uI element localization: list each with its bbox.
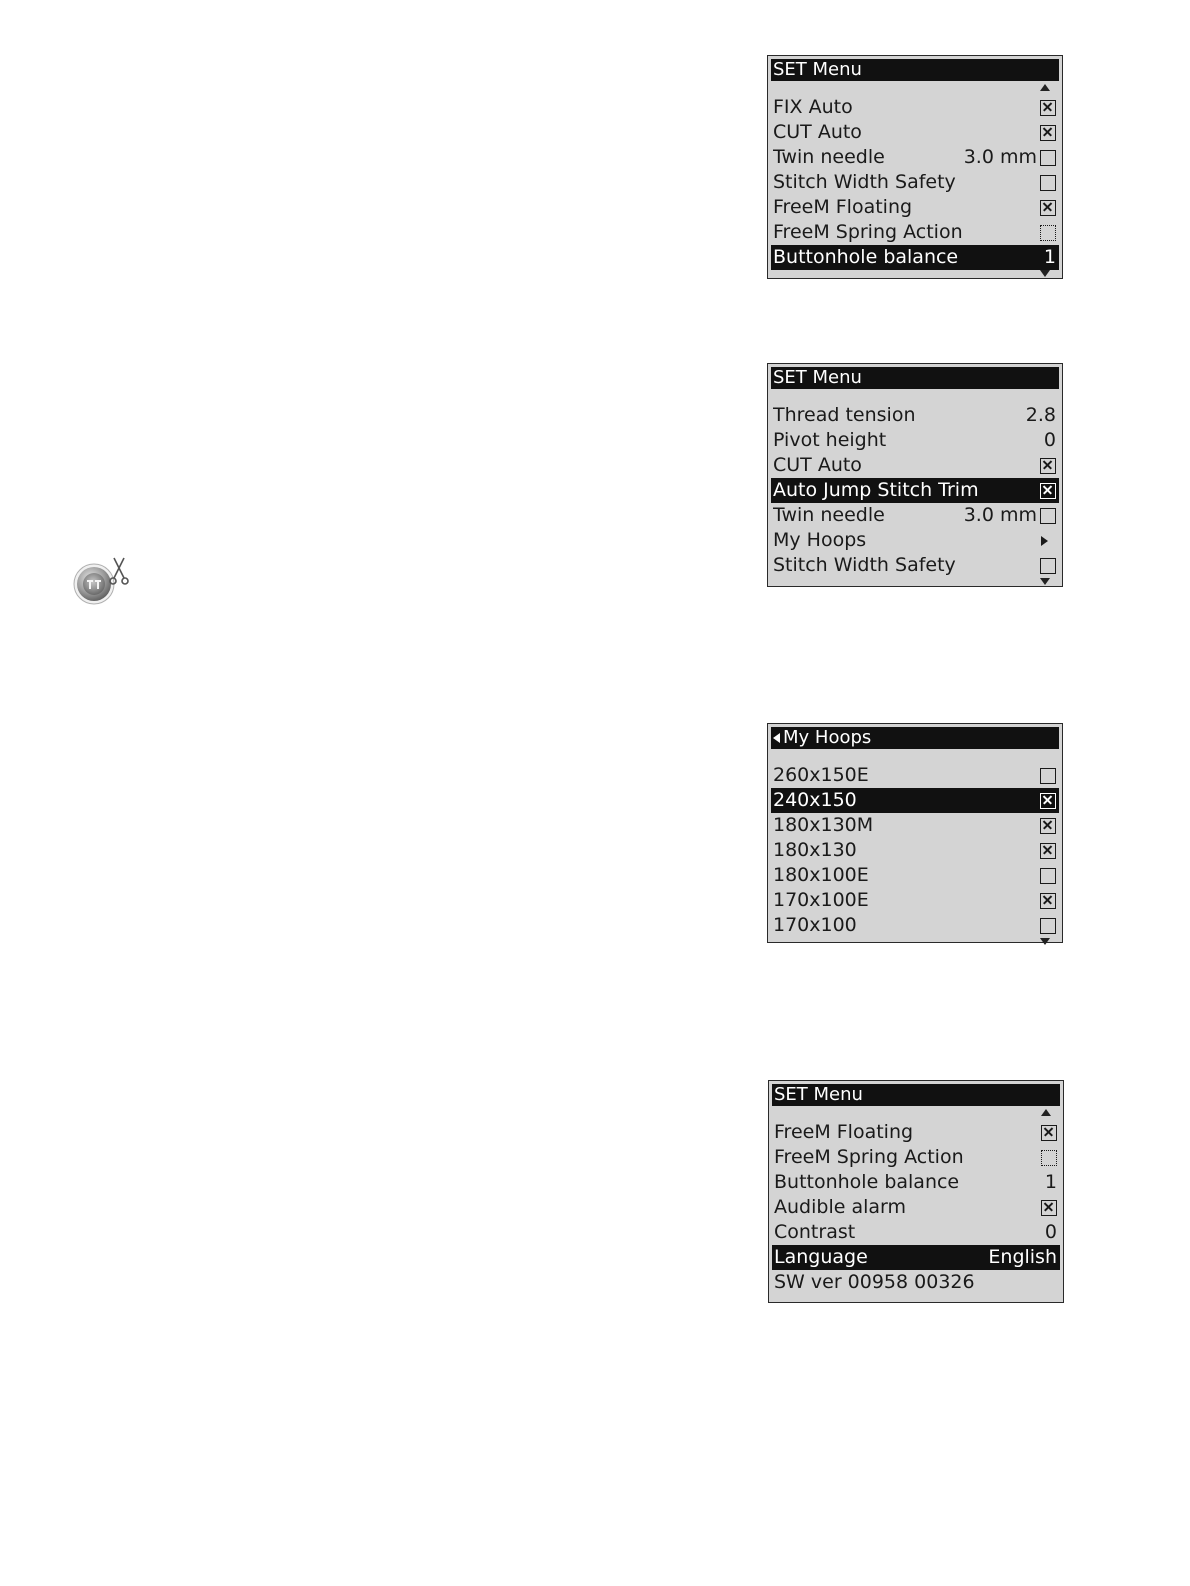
menu-item-value: 0: [1044, 1221, 1057, 1243]
menu-item-value: 1: [1044, 1171, 1057, 1193]
scroll-down-arrow-icon[interactable]: [771, 938, 1059, 946]
menu-item-value: 0: [1043, 429, 1056, 451]
menu-item-value: 1: [1043, 246, 1056, 268]
scroll-down-arrow-icon[interactable]: [771, 270, 1059, 280]
menu-item[interactable]: [772, 1220, 1060, 1245]
set-menu-screen-4: [768, 1080, 1064, 1303]
menu-item-label: CUT Auto: [773, 454, 862, 476]
menu-item[interactable]: [771, 220, 1059, 245]
menu-item-label: FreeM Floating: [773, 196, 913, 218]
menu-item[interactable]: [771, 245, 1059, 270]
menu-item[interactable]: [771, 120, 1059, 145]
menu-item-label: 180x100E: [773, 864, 869, 886]
menu-item-label: Audible alarm: [774, 1196, 906, 1218]
checkbox-checked[interactable]: [1040, 793, 1056, 809]
menu-item[interactable]: [771, 478, 1059, 503]
menu-item-label: Auto Jump Stitch Trim: [773, 479, 979, 501]
scroll-up-arrow-icon[interactable]: [771, 81, 1059, 95]
scroll-up-arrow-icon[interactable]: [772, 1106, 1060, 1120]
scroll-down-arrow-icon[interactable]: [771, 578, 1059, 588]
menu-item-label: Stitch Width Safety: [773, 554, 956, 576]
checkbox-unchecked[interactable]: [1040, 918, 1056, 934]
menu-item-value: 3.0 mm: [963, 146, 1037, 168]
checkbox-checked[interactable]: [1040, 200, 1056, 216]
menu-item[interactable]: [771, 863, 1059, 888]
menu-item[interactable]: [772, 1120, 1060, 1145]
menu-item-label: FIX Auto: [773, 96, 853, 118]
menu-item-label: Buttonhole balance: [774, 1171, 960, 1193]
menu-item[interactable]: [772, 1195, 1060, 1220]
screen-title[interactable]: [771, 727, 1059, 749]
menu-item-label: Contrast: [774, 1221, 856, 1243]
screen-title-label: My Hoops: [783, 727, 872, 748]
screen-title: SET Menu: [771, 59, 1059, 81]
menu-item-label: My Hoops: [773, 529, 867, 551]
menu-item-label: Language: [774, 1246, 868, 1268]
menu-item[interactable]: [771, 145, 1059, 170]
menu-item[interactable]: [771, 838, 1059, 863]
menu-item-label: FreeM Spring Action: [774, 1146, 964, 1168]
menu-item[interactable]: [771, 528, 1059, 553]
menu-item-label: 170x100E: [773, 889, 869, 911]
menu-item-label: 180x130M: [773, 814, 874, 836]
thread-cutter-icon: [72, 548, 136, 608]
menu-item-label: FreeM Spring Action: [773, 221, 963, 243]
checkbox-unchecked[interactable]: [1040, 150, 1056, 166]
scroll-spacer: [771, 749, 1059, 763]
set-menu-screen-1: [767, 55, 1063, 279]
menu-item-label: 240x150: [773, 789, 857, 811]
menu-item[interactable]: [771, 453, 1059, 478]
menu-item-value: English: [988, 1246, 1057, 1268]
set-menu-screen-2: [767, 363, 1063, 587]
my-hoops-screen: [767, 723, 1063, 943]
menu-item-label: Twin needle: [773, 146, 885, 168]
menu-item[interactable]: [771, 428, 1059, 453]
menu-item-label: Thread tension: [773, 404, 916, 426]
menu-item[interactable]: [772, 1245, 1060, 1270]
checkbox-checked[interactable]: [1040, 100, 1056, 116]
menu-item-label: Buttonhole balance: [773, 246, 959, 268]
menu-item[interactable]: [771, 813, 1059, 838]
chevron-right-icon: [1041, 536, 1048, 546]
checkbox-checked[interactable]: [1041, 1125, 1057, 1141]
checkbox-checked[interactable]: [1040, 818, 1056, 834]
menu-item[interactable]: [772, 1145, 1060, 1170]
menu-item[interactable]: [771, 403, 1059, 428]
menu-item[interactable]: [771, 888, 1059, 913]
menu-item[interactable]: [771, 95, 1059, 120]
menu-item-label: 170x100: [773, 914, 857, 936]
menu-item[interactable]: [771, 195, 1059, 220]
menu-item-value: 3.0 mm: [963, 504, 1037, 526]
checkbox-checked[interactable]: [1040, 458, 1056, 474]
checkbox-disabled[interactable]: [1040, 225, 1056, 241]
checkbox-unchecked[interactable]: [1040, 868, 1056, 884]
menu-item-label: 180x130: [773, 839, 857, 861]
menu-item[interactable]: [771, 763, 1059, 788]
menu-item-label: FreeM Floating: [774, 1121, 914, 1143]
checkbox-checked[interactable]: [1040, 125, 1056, 141]
software-version: SW ver 00958 00326: [774, 1271, 975, 1293]
checkbox-unchecked[interactable]: [1040, 508, 1056, 524]
checkbox-unchecked[interactable]: [1040, 558, 1056, 574]
menu-item[interactable]: [771, 170, 1059, 195]
checkbox-unchecked[interactable]: [1040, 768, 1056, 784]
menu-item-label: 260x150E: [773, 764, 869, 786]
checkbox-checked[interactable]: [1040, 843, 1056, 859]
checkbox-disabled[interactable]: [1041, 1150, 1057, 1166]
menu-item[interactable]: [771, 553, 1059, 578]
chevron-left-icon[interactable]: [773, 733, 780, 743]
checkbox-checked[interactable]: [1041, 1200, 1057, 1216]
checkbox-unchecked[interactable]: [1040, 175, 1056, 191]
scroll-spacer: [771, 389, 1059, 403]
menu-item[interactable]: [771, 913, 1059, 938]
thread-cutter-button[interactable]: [72, 548, 136, 608]
menu-item-label: Pivot height: [773, 429, 887, 451]
menu-item-label: CUT Auto: [773, 121, 862, 143]
checkbox-checked[interactable]: [1040, 483, 1056, 499]
menu-item[interactable]: [771, 503, 1059, 528]
menu-item-label: Twin needle: [773, 504, 885, 526]
menu-item[interactable]: [772, 1170, 1060, 1195]
screen-title: SET Menu: [771, 367, 1059, 389]
menu-item-value: 2.8: [1025, 404, 1056, 426]
menu-item-label: Stitch Width Safety: [773, 171, 956, 193]
checkbox-checked[interactable]: [1040, 893, 1056, 909]
menu-item[interactable]: [771, 788, 1059, 813]
screen-title: SET Menu: [772, 1084, 1060, 1106]
